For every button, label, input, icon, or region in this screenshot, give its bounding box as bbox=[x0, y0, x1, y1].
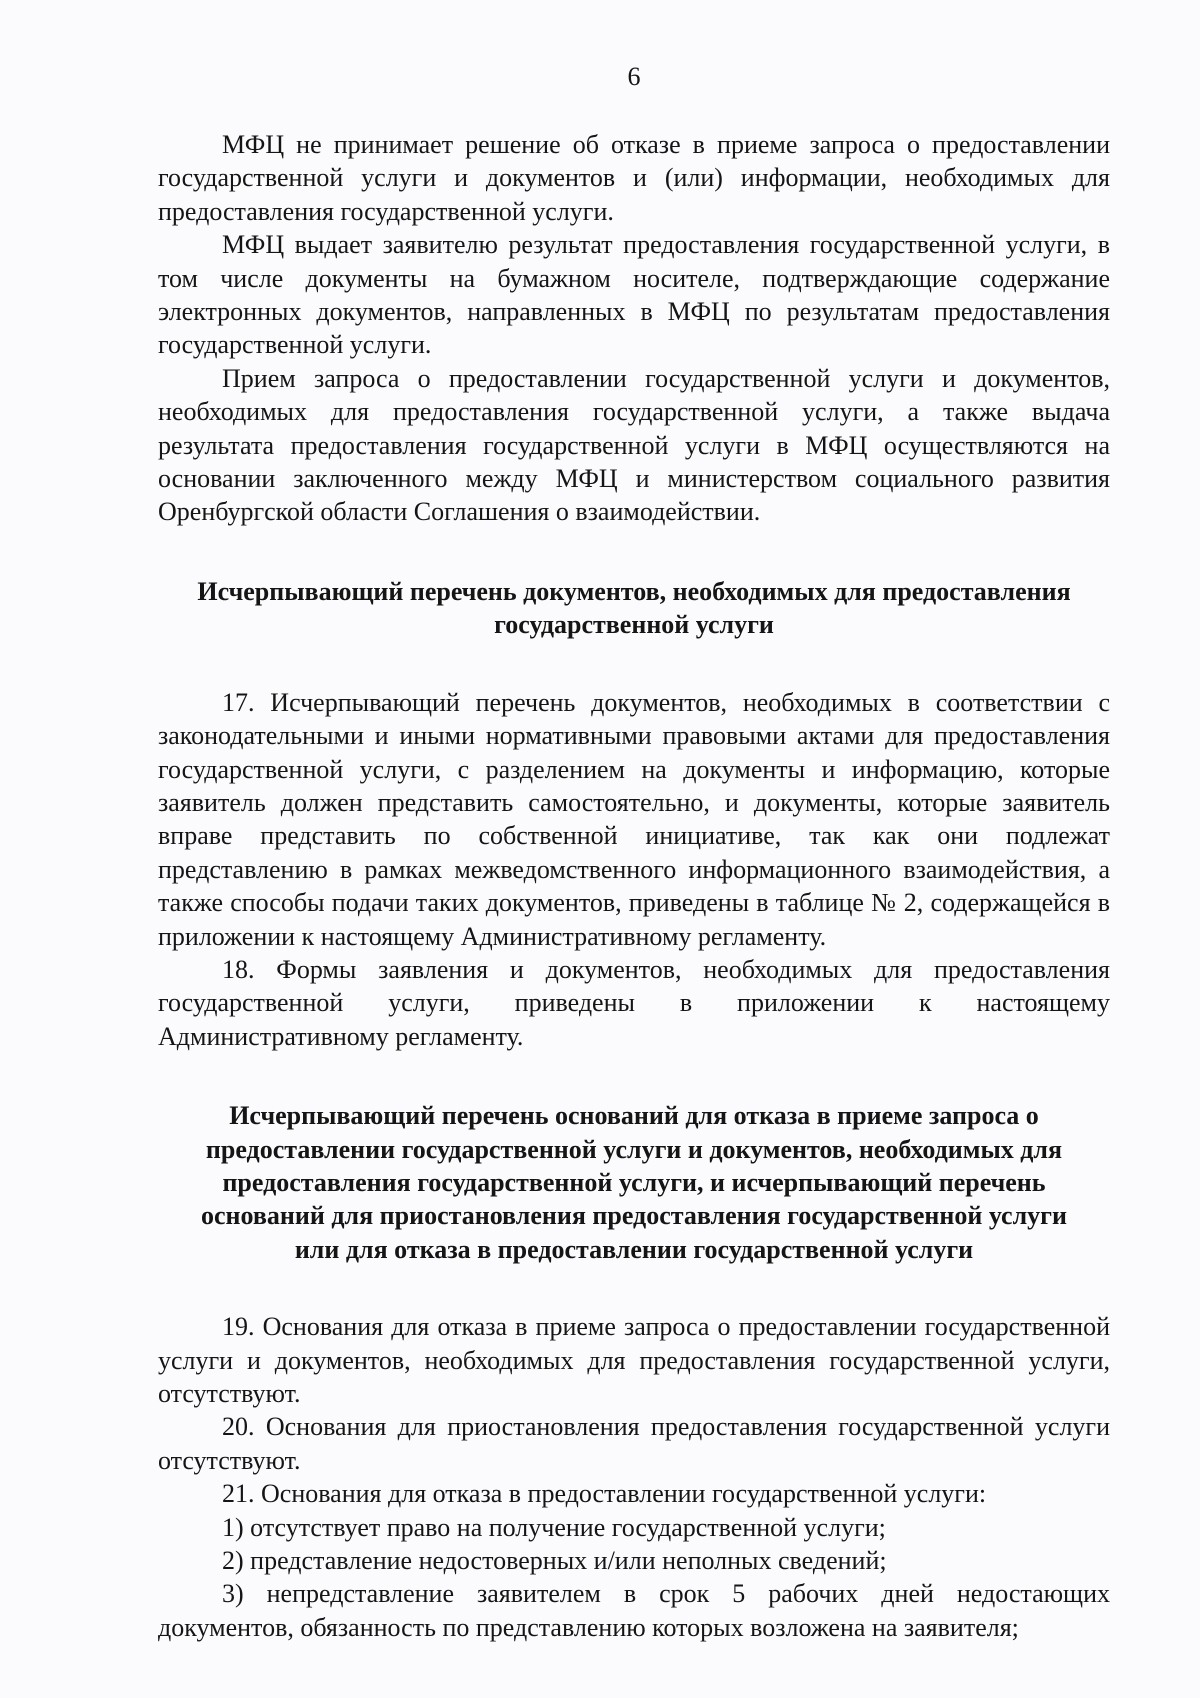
heading-line: Исчерпывающий перечень оснований для отказа в приеме запроса о bbox=[229, 1101, 1039, 1131]
paragraph-17: 17. Исчерпывающий перечень документов, необходимых в соответствии с законодательными и иными нормативными правовыми актами для предоставления государственной услуги, с разделением на документы и информацию, которые заявитель должен представить самостоятельно, и документы, которые заявитель вправе представить по собственной инициативе, так как они подлежат представлению в рамках межведомственного информационного взаимодействия, а также способы подачи таких документов, приведены в таблице № 2, содержащейся в приложении к настоящему Административному регламенту. bbox=[158, 687, 1110, 951]
heading-line: Исчерпывающий перечень документов, необходимых для предоставления bbox=[197, 576, 1071, 606]
heading-line: государственной услуги bbox=[494, 610, 774, 640]
heading-documents-list bbox=[158, 575, 1110, 642]
heading-line: оснований для приостановления предоставления государственной услуги bbox=[201, 1201, 1067, 1231]
paragraph-19: 19. Основания для отказа в приеме запроса о предоставлении государственной услуги и документов, необходимых для предоставления государственной услуги, отсутствуют. bbox=[158, 1312, 1110, 1408]
list-item-21-3: 3) непредставление заявителем в срок 5 рабочих дней недостающих документов, обязанность по представлению которых возложена на заявителя; bbox=[158, 1579, 1110, 1642]
page-number: 6 bbox=[627, 62, 641, 91]
paragraph-mfc-no-refusal: МФЦ не принимает решение об отказе в приеме запроса о предоставлении государственной услуги и документов и (или) информации, необходимых для предоставления государственной услуги. bbox=[158, 130, 1110, 226]
paragraph-21: 21. Основания для отказа в предоставлении государственной услуги: bbox=[222, 1479, 987, 1509]
paragraph-mfc-issues-result: МФЦ выдает заявителю результат предоставления государственной услуги, в том числе документы на бумажном носителе, подтверждающие содержание электронных документов, направленных в МФЦ по результатам предоставления государственной услуги. bbox=[158, 230, 1110, 360]
paragraph-20: 20. Основания для приостановления предоставления государственной услуги отсутствуют. bbox=[158, 1412, 1110, 1475]
heading-line: или для отказа в предоставлении государственной услуги bbox=[294, 1234, 974, 1264]
paragraph-18: 18. Формы заявления и документов, необходимых для предоставления государственной услуги, приведены в приложении к настоящему Административному регламенту. bbox=[158, 954, 1110, 1051]
paragraph-mfc-agreement: Прием запроса о предоставлении государственной услуги и документов, необходимых для предоставления государственной услуги, а также выдача результата предоставления государственной услуги в МФЦ осуществляются на основании заключенного между МФЦ и министерством социального развития Оренбургской области Соглашения о взаимодействии. bbox=[158, 363, 1110, 527]
list-item-21-2: 2) представление недостоверных и/или неполных сведений; bbox=[222, 1546, 887, 1576]
list-item-21-1: 1) отсутствует право на получение государственной услуги; bbox=[222, 1512, 886, 1542]
heading-line: предоставления государственной услуги, и исчерпывающий перечень bbox=[222, 1167, 1046, 1197]
heading-line: предоставлении государственной услуги и документов, необходимых для bbox=[205, 1134, 1063, 1164]
heading-refusal-grounds bbox=[158, 1099, 1110, 1266]
